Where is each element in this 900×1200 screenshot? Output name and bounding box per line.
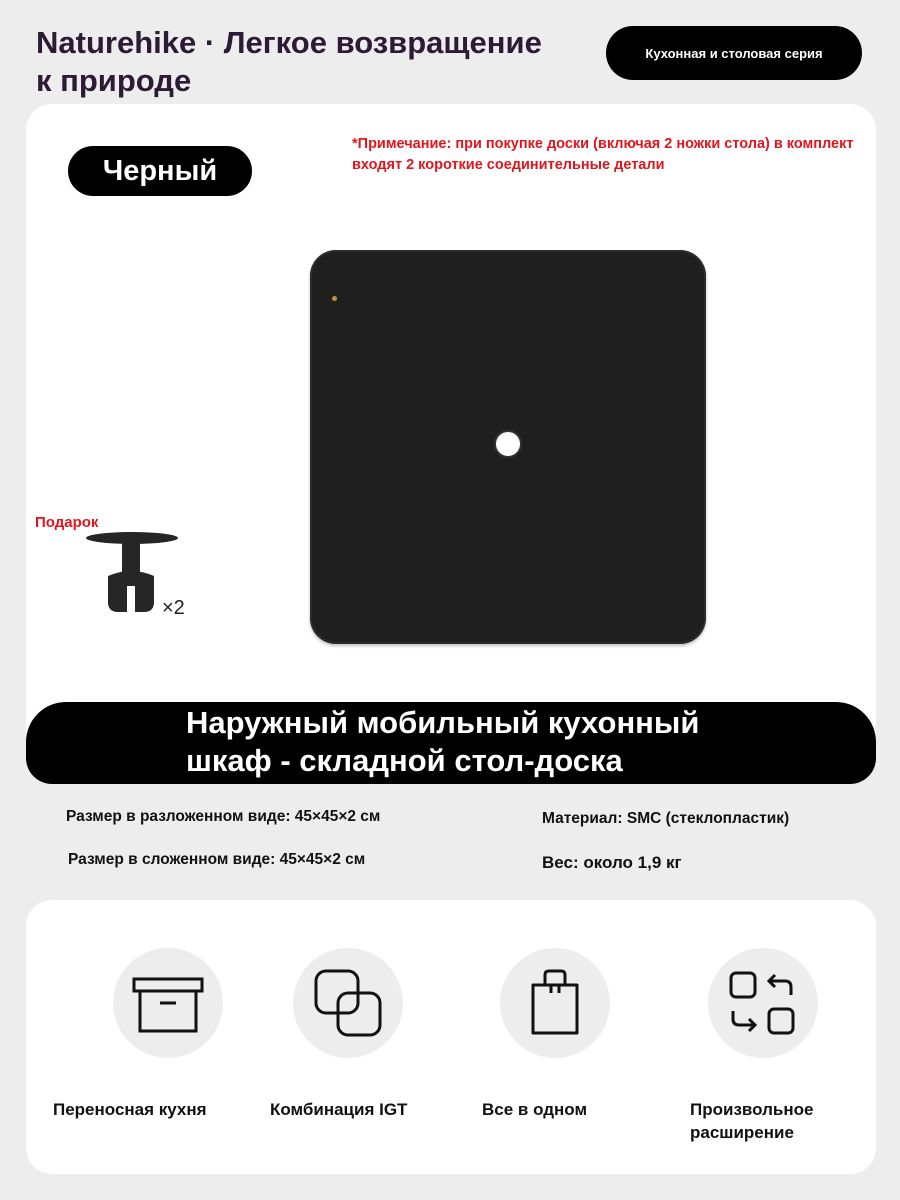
linked-squares-icon <box>293 948 403 1058</box>
color-option-badge[interactable]: Черный <box>68 146 252 196</box>
page-title: Naturehike · Легкое возвращение к природе <box>36 25 542 98</box>
bag-icon <box>500 948 610 1058</box>
feature-label: Переносная кухня <box>53 1100 207 1119</box>
board-center-hole <box>494 430 522 458</box>
product-title-line-2: шкаф - складной стол-доска <box>186 743 623 778</box>
spec-material: Материал: SMC (стеклопластик) <box>542 810 790 827</box>
feature-label: Все в одном <box>482 1100 588 1119</box>
product-card <box>26 104 876 784</box>
features-card <box>26 900 876 1174</box>
feature-label: Произвольное расширение <box>690 1100 814 1142</box>
purchase-note: *Примечание: при покупке доски (включая 2 ножки стола) в комплект входят 2 короткие соединительные детали <box>352 136 854 173</box>
spec-folded-size: Размер в сложенном виде: 45×45×2 см <box>68 851 366 868</box>
table-board-image <box>310 250 706 644</box>
series-badge[interactable]: Кухонная и столовая серия <box>606 26 862 80</box>
product-title-banner <box>26 702 876 784</box>
feature-label: Комбинация IGT <box>270 1100 408 1119</box>
spec-unfolded-size: Размер в разложенном виде: 45×45×2 см <box>66 808 381 825</box>
spec-weight: Вес: около 1,9 кг <box>542 853 682 872</box>
swap-squares-icon <box>708 948 818 1058</box>
board-pin-hole <box>332 296 337 301</box>
gift-label: Подарок <box>35 514 99 531</box>
gift-count: ×2 <box>162 597 185 619</box>
box-icon <box>113 948 223 1058</box>
product-title-line-1: Наружный мобильный кухонный <box>186 705 700 740</box>
